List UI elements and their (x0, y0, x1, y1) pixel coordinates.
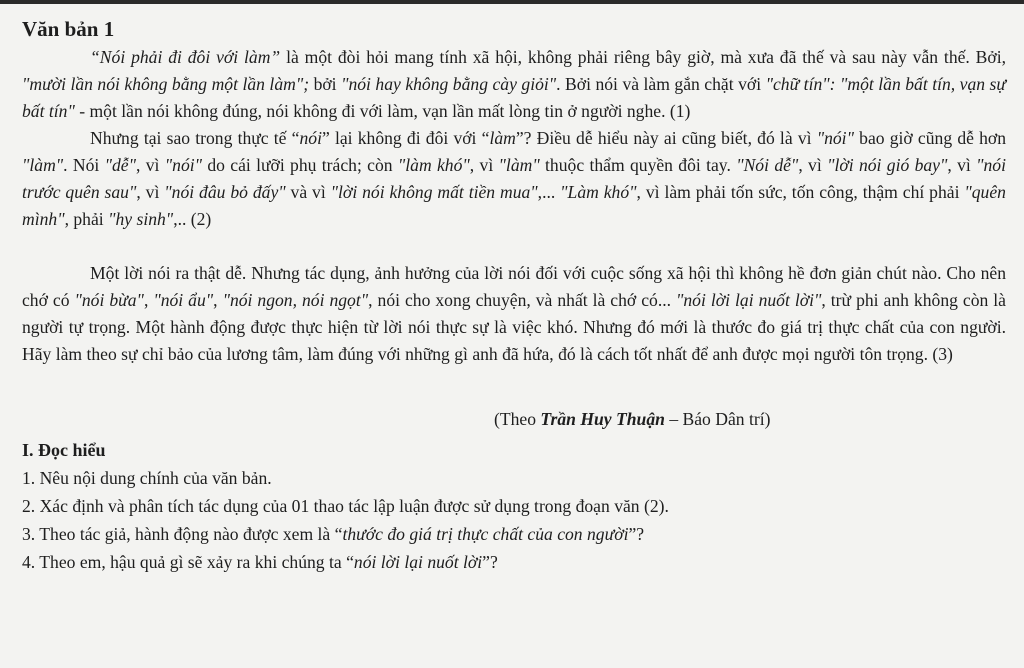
paragraph-1 (22, 44, 1006, 125)
text-run: ,.. (2) (173, 209, 212, 229)
text-run: Một lời nói ra thật dễ. Nhưng tác dụng, ảnh hưởng của lời nói đối với cuộc sống xã hội thì không hề đơn giản chút nào. Cho nên chớ có (22, 263, 1006, 310)
text-run: và vì (285, 182, 331, 202)
italic-text: "làm khó" (397, 155, 470, 175)
text-run: do cái lưỡi phụ trách; còn (202, 155, 398, 175)
document-title: Văn bản 1 (22, 17, 115, 41)
italic-text: "nói lời lại nuốt lời" (676, 290, 822, 310)
text-run: , trừ phi anh không còn là người tự trọng. Một hành động được thực hiện từ lời nói thực sự là việc khó. Nhưng đó mới là thước đo giá trị thực chất của con người. Hãy làm theo sự chỉ bảo của lương tâm, làm đúng với những gì anh đã hứa, đó là cách tốt nhất để anh được mọi người tôn trọng. (3) (22, 290, 1006, 364)
italic-text: thước đo giá trị thực chất của con người (342, 524, 629, 544)
italic-text: "dễ" (104, 155, 137, 175)
text-run: là một đòi hỏi mang tính xã hội, không phải riêng bây giờ, mà xưa đã thế và sau này vẫn thế. Bởi, (280, 47, 1007, 67)
text-run: 1. Nêu nội dung chính của văn bản. (22, 468, 272, 488)
italic-text: "hy sinh" (108, 209, 174, 229)
text-run: , (213, 290, 223, 310)
italic-text: "nói bừa" (74, 290, 144, 310)
italic-text: “Nói phải đi đôi với làm” (90, 47, 281, 67)
italic-text: "lời nói gió bay" (827, 155, 948, 175)
italic-text: "làm" (22, 155, 64, 175)
italic-text: "nói ngon, nói ngọt" (222, 290, 369, 310)
source-author: Trần Huy Thuận (540, 409, 665, 429)
question-3 (22, 520, 1006, 548)
text-run: 3. Theo tác giả, hành động nào được xem là “ (22, 524, 343, 544)
text-run: ”? Điều dễ hiểu này ai cũng biết, đó là vì (515, 128, 817, 148)
italic-text: "nói hay không bằng cày giỏi" (341, 74, 557, 94)
text-run: bao giờ cũng dễ hơn (853, 128, 1007, 148)
source-prefix: (Theo (494, 409, 541, 429)
text-run: bởi (309, 74, 342, 94)
italic-text: "chữ tín": "một lần bất tín, vạn sự bất tín" (22, 74, 1007, 121)
text-run: ”? (482, 552, 498, 572)
italic-text: "lời nói không mất tiền mua" (330, 182, 538, 202)
text-run: thuộc thẩm quyền đôi tay. (539, 155, 737, 175)
italic-text: "Nói dễ" (736, 155, 799, 175)
text-run: , vì (947, 155, 977, 175)
italic-text: "mười lần nói không bằng một lần làm"; (22, 74, 310, 94)
section-title: I. Đọc hiểu (22, 440, 106, 460)
italic-text: "Làm khó" (560, 182, 637, 202)
text-run: , phải (64, 209, 109, 229)
italic-text: nói lời lại nuốt lời (353, 552, 483, 572)
text-run: ” lại không đi đôi với “ (321, 128, 490, 148)
italic-text: "làm" (498, 155, 540, 175)
italic-text: "quên mình" (22, 182, 1006, 229)
text-run: . Bởi nói và làm gắn chặt với (556, 74, 766, 94)
source-citation (22, 406, 1006, 433)
italic-text: "nói đâu bỏ đấy" (164, 182, 286, 202)
paragraph-3 (22, 260, 1006, 368)
italic-text: "nói trước quên sau" (22, 155, 1006, 202)
question-list (22, 464, 1006, 576)
text-run: , vì (136, 155, 165, 175)
italic-text: "nói" (816, 128, 854, 148)
italic-text: "nói" (164, 155, 203, 175)
italic-text: làm (489, 128, 516, 148)
top-border (0, 0, 1024, 4)
text-run: , nói cho xong chuyện, và nhất là chớ có... (368, 290, 676, 310)
question-1 (22, 464, 1006, 492)
text-run: , (143, 290, 154, 310)
text-run: . Nói (63, 155, 105, 175)
italic-text: "nói ẩu" (153, 290, 214, 310)
text-run: , vì (798, 155, 828, 175)
text-run: ”? (628, 524, 645, 544)
text-run: , vì làm phải tốn sức, tốn công, thậm chí phải (636, 182, 965, 202)
source-suffix: – Báo Dân trí) (664, 409, 771, 429)
text-run: - một lần nói không đúng, nói không đi với làm, vạn lần mất lòng tin ở người nghe. (1) (74, 101, 691, 121)
text-run: Nhưng tại sao trong thực tế “ (90, 128, 300, 148)
document-page (22, 14, 1006, 576)
question-4 (22, 548, 1006, 576)
text-run: , vì (136, 182, 165, 202)
paragraph-2 (22, 125, 1006, 233)
text-run: ,... (537, 182, 561, 202)
text-run: , vì (469, 155, 499, 175)
text-run: 4. Theo em, hậu quả gì sẽ xảy ra khi chúng ta “ (22, 552, 354, 572)
text-run: 2. Xác định và phân tích tác dụng của 01 thao tác lập luận được sử dụng trong đoạn văn (2). (22, 496, 669, 516)
italic-text: nói (299, 128, 322, 148)
question-2 (22, 492, 1006, 520)
